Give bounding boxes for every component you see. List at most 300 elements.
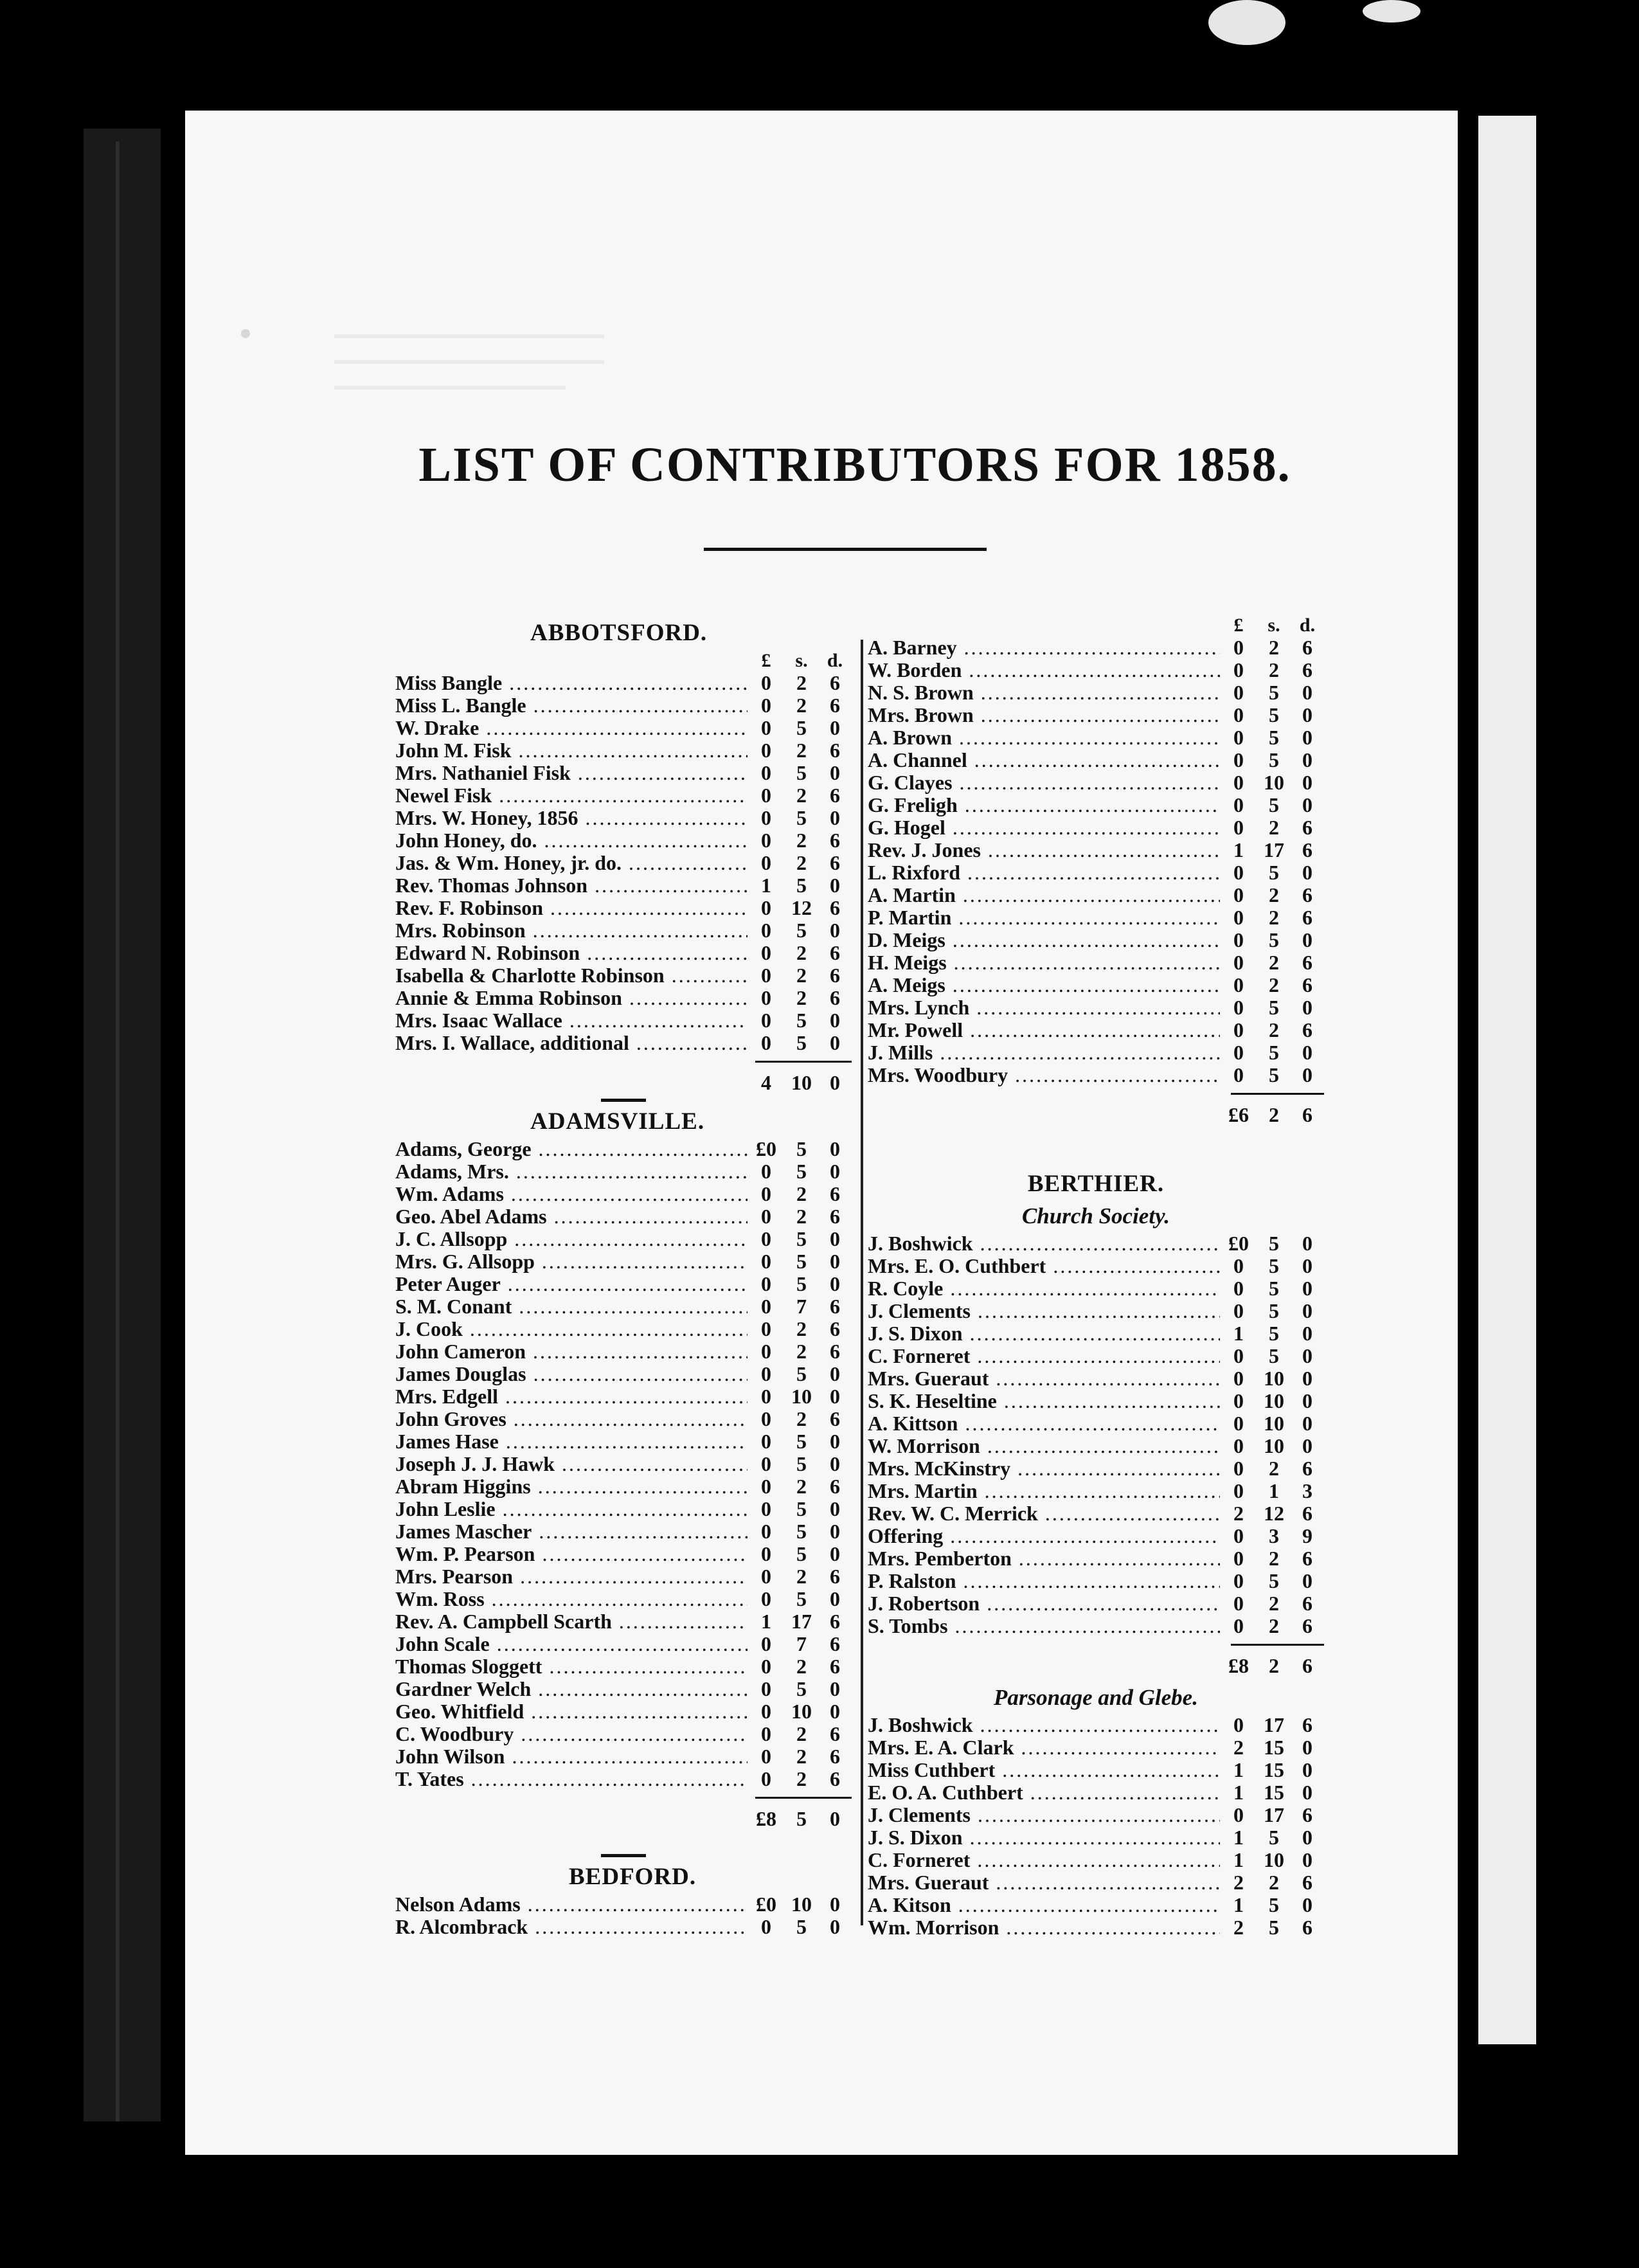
contributor-row — [395, 1408, 852, 1430]
amount-pounds: £0 — [756, 1893, 776, 1916]
amount-shillings: 5 — [796, 1031, 807, 1054]
amount-pounds: 0 — [761, 1632, 771, 1655]
amount-shillings: 5 — [796, 1430, 807, 1453]
amount-pence: 0 — [830, 1385, 840, 1408]
amount-pence: 6 — [830, 1205, 840, 1228]
contributor-row — [868, 816, 1324, 839]
contributor-row — [868, 1525, 1324, 1547]
total-pence: 6 — [1302, 1103, 1312, 1126]
contributor-name: W. Drake ..... — [395, 717, 748, 739]
amount-pence: 0 — [830, 1031, 840, 1054]
amount-shillings: 2 — [796, 1475, 807, 1498]
amount-shillings: 10 — [791, 1700, 812, 1723]
abbotsford-list — [395, 672, 852, 1054]
amount-pence: 0 — [830, 1497, 840, 1520]
amount-pounds: 1 — [1233, 1322, 1244, 1345]
contributor-row — [868, 929, 1324, 951]
amount-pence: 6 — [830, 829, 840, 852]
contributor-row — [868, 1894, 1324, 1916]
contributor-row — [868, 1412, 1324, 1435]
book-spine-shadow — [84, 129, 161, 2121]
contributor-name: A. Channel ..... — [868, 749, 1220, 771]
adamsville-total — [395, 1803, 852, 1835]
contributor-name: Nelson Adams ..... — [395, 1893, 748, 1916]
contributor-name: Rev. A. Campbell Scarth ..... — [395, 1610, 748, 1633]
contributor-row — [868, 726, 1324, 749]
amount-pence: 0 — [830, 1362, 840, 1385]
contributor-row — [395, 1363, 852, 1385]
contributor-row — [868, 1714, 1324, 1736]
amount-shillings: 2 — [796, 986, 807, 1009]
contributor-row — [395, 897, 852, 919]
margin-mark — [241, 329, 250, 338]
contributor-row — [395, 1475, 852, 1498]
contributor-name: Mrs. G. Allsopp ..... — [395, 1250, 748, 1273]
amount-pence: 0 — [1302, 1277, 1312, 1300]
amount-pence: 0 — [1302, 1848, 1312, 1871]
amount-pence: 6 — [830, 1655, 840, 1678]
church-society-list — [868, 1232, 1324, 1637]
amount-pounds: 0 — [1233, 1803, 1244, 1826]
contributor-name: Mrs. Nathaniel Fisk ..... — [395, 762, 748, 784]
amount-pounds: 1 — [761, 1610, 771, 1633]
contributor-row — [868, 1570, 1324, 1592]
contributor-row — [395, 1745, 852, 1768]
amount-shillings: 5 — [796, 1452, 807, 1475]
amount-shillings: 5 — [1269, 928, 1279, 951]
contributor-name: John Scale ..... — [395, 1633, 748, 1655]
amount-pounds: 0 — [1233, 748, 1244, 771]
contributor-row — [395, 1588, 852, 1610]
binding-edge — [116, 141, 120, 2121]
contributor-name: G. Hogel ..... — [868, 816, 1220, 839]
amount-pence: 6 — [830, 1610, 840, 1633]
bedford-continued-list — [868, 636, 1324, 1086]
contributor-row — [868, 1064, 1324, 1086]
amount-pounds: 0 — [761, 1542, 771, 1565]
contributor-name: Wm. P. Pearson ..... — [395, 1543, 748, 1565]
amount-pence: 0 — [1302, 1322, 1312, 1345]
amount-shillings: 2 — [796, 1767, 807, 1790]
contributor-name: Mrs. Pearson ..... — [395, 1565, 748, 1588]
amount-pence: 0 — [1302, 996, 1312, 1019]
contributor-name: J. C. Allsopp ..... — [395, 1228, 748, 1250]
contributor-row — [868, 771, 1324, 794]
section-heading-berthier: BERTHIER. — [1027, 1171, 1165, 1197]
contributor-row — [395, 1678, 852, 1700]
contributor-row — [868, 659, 1324, 681]
amount-pence: 0 — [830, 1250, 840, 1273]
amount-pence: 0 — [1302, 861, 1312, 884]
amount-pounds: 0 — [761, 1205, 771, 1228]
amount-pounds: 0 — [761, 1722, 771, 1745]
contributor-name: Geo. Abel Adams ..... — [395, 1205, 748, 1228]
contributor-row — [868, 1232, 1324, 1255]
amount-pence: 6 — [1302, 1547, 1312, 1570]
amount-shillings: 10 — [1264, 1389, 1284, 1412]
section-heading-bedford: BEDFORD. — [569, 1864, 697, 1890]
contributor-row — [868, 1615, 1324, 1637]
amount-pounds: 0 — [761, 1655, 771, 1678]
amount-pence: 0 — [1302, 1367, 1312, 1390]
sum-rule — [755, 1061, 852, 1066]
amount-pounds: 0 — [1233, 636, 1244, 659]
amount-shillings: 12 — [791, 896, 812, 919]
contributor-row — [395, 762, 852, 784]
amount-pence: 6 — [1302, 1614, 1312, 1637]
contributor-name: Geo. Whitfield ..... — [395, 1700, 748, 1723]
amount-pounds: 0 — [761, 1182, 771, 1205]
amount-pence: 6 — [1302, 883, 1312, 906]
contributor-name: J. Mills ..... — [868, 1041, 1220, 1064]
contributor-row — [868, 1457, 1324, 1480]
contributor-name: G. Clayes ..... — [868, 771, 1220, 794]
contributor-name: C. Forneret ..... — [868, 1849, 1220, 1871]
total-pounds: £6 — [1228, 1103, 1249, 1126]
amount-shillings: 5 — [796, 874, 807, 897]
contributor-name: John Honey, do. ..... — [395, 829, 748, 852]
amount-pence: 6 — [830, 1745, 840, 1768]
amount-shillings: 5 — [1269, 1916, 1279, 1939]
contributor-row — [868, 1871, 1324, 1894]
amount-pence: 6 — [1302, 1502, 1312, 1525]
contributor-name: James Douglas ..... — [395, 1363, 748, 1385]
amount-pence: 0 — [1302, 1232, 1312, 1255]
amount-shillings: 2 — [1269, 1547, 1279, 1570]
amount-pence: 6 — [1302, 1592, 1312, 1615]
amount-shillings: 2 — [796, 739, 807, 762]
amount-pounds: 0 — [1233, 771, 1244, 794]
amount-shillings: 5 — [1269, 748, 1279, 771]
amount-pence: 6 — [830, 986, 840, 1009]
contributor-row — [868, 1041, 1324, 1064]
amount-pounds: 0 — [761, 1227, 771, 1250]
contributor-name: Mrs. E. O. Cuthbert ..... — [868, 1255, 1220, 1277]
sum-rule — [1231, 1644, 1324, 1650]
contributor-name: G. Freligh ..... — [868, 794, 1220, 816]
contributor-name: Mrs. Martin ..... — [868, 1480, 1220, 1502]
amount-shillings: 5 — [796, 761, 807, 784]
amount-pounds: 0 — [761, 1317, 771, 1340]
pounds-header: £ — [761, 650, 771, 671]
contributor-name: James Hase ..... — [395, 1430, 748, 1453]
contributor-name: Adams, Mrs. ..... — [395, 1160, 748, 1183]
contributor-row — [868, 1759, 1324, 1781]
contributor-name: J. S. Dixon ..... — [868, 1322, 1220, 1345]
amount-pounds: 0 — [761, 1385, 771, 1408]
amount-shillings: 5 — [1269, 1232, 1279, 1255]
amount-pence: 0 — [1302, 1758, 1312, 1781]
contributor-row — [395, 1183, 852, 1205]
contributor-row — [868, 951, 1324, 974]
amount-pence: 6 — [1302, 1457, 1312, 1480]
amount-pence: 0 — [830, 1272, 840, 1295]
amount-pounds: 0 — [761, 1362, 771, 1385]
contributor-name: Peter Auger ..... — [395, 1273, 748, 1295]
contributor-row — [395, 1453, 852, 1475]
amount-pence: 0 — [1302, 1893, 1312, 1916]
amount-pounds: 0 — [761, 761, 771, 784]
amount-shillings: 5 — [796, 1362, 807, 1385]
amount-pence: 6 — [830, 784, 840, 807]
contributor-name: A. Kitson ..... — [868, 1894, 1220, 1916]
amount-shillings: 1 — [1269, 1479, 1279, 1502]
contributor-name: Mrs. Lynch ..... — [868, 996, 1220, 1019]
contributor-row — [868, 1019, 1324, 1041]
contributor-name: John Groves ..... — [395, 1408, 748, 1430]
amount-pounds: 0 — [1233, 1713, 1244, 1736]
amount-shillings: 2 — [796, 851, 807, 874]
amount-pounds: 0 — [1233, 793, 1244, 816]
amount-shillings: 5 — [1269, 703, 1279, 726]
amount-pounds: 0 — [1233, 973, 1244, 996]
total-pence: 6 — [1302, 1654, 1312, 1677]
amount-pounds: 0 — [1233, 703, 1244, 726]
contributor-row — [395, 1610, 852, 1633]
contributor-row — [395, 987, 852, 1009]
contributor-name: Mrs. I. Wallace, additional ..... — [395, 1032, 748, 1054]
amount-shillings: 2 — [796, 941, 807, 964]
column-divider — [861, 640, 863, 1925]
amount-pence: 0 — [1302, 771, 1312, 794]
contributor-row — [395, 1250, 852, 1273]
contributor-row — [868, 884, 1324, 906]
contributor-name: W. Morrison ..... — [868, 1435, 1220, 1457]
contributor-row — [868, 1345, 1324, 1367]
pence-header: d. — [1299, 615, 1316, 636]
amount-pence: 0 — [830, 1137, 840, 1160]
contributor-row — [395, 1565, 852, 1588]
currency-header — [395, 649, 852, 672]
contributor-row — [395, 717, 852, 739]
amount-pounds: 0 — [1233, 1041, 1244, 1064]
contributor-row — [395, 1009, 852, 1032]
amount-pounds: 0 — [761, 1745, 771, 1768]
contributor-name: Rev. Thomas Johnson ..... — [395, 874, 748, 897]
contributor-row — [395, 739, 852, 762]
contributor-name: S. K. Heseltine ..... — [868, 1390, 1220, 1412]
contributor-name: Mrs. Gueraut ..... — [868, 1367, 1220, 1390]
amount-shillings: 5 — [1269, 726, 1279, 749]
contributor-row — [868, 1300, 1324, 1322]
amount-pounds: 0 — [761, 1677, 771, 1700]
contributor-name: R. Coyle ..... — [868, 1277, 1220, 1300]
amount-shillings: 2 — [1269, 658, 1279, 681]
contributor-row — [395, 1633, 852, 1655]
contributor-row — [395, 1723, 852, 1745]
amount-pounds: 0 — [1233, 861, 1244, 884]
amount-pence: 0 — [1302, 1412, 1312, 1435]
contributor-name: Mrs. Isaac Wallace ..... — [395, 1009, 748, 1032]
contributor-row — [395, 1893, 852, 1916]
amount-pence: 0 — [1302, 1254, 1312, 1277]
amount-pence: 0 — [1302, 748, 1312, 771]
contributor-name: Mrs. Gueraut ..... — [868, 1871, 1220, 1894]
church-society-total — [868, 1650, 1324, 1682]
title-rule — [704, 548, 987, 551]
total-pounds: £8 — [756, 1807, 776, 1830]
contributor-row — [868, 906, 1324, 929]
amount-pence: 6 — [1302, 838, 1312, 861]
amount-shillings: 5 — [796, 1587, 807, 1610]
scan-speck — [1208, 0, 1285, 45]
amount-pence: 0 — [830, 874, 840, 897]
amount-pence: 6 — [830, 964, 840, 987]
contributor-name: Mrs. Robinson ..... — [395, 919, 748, 942]
amount-pounds: 0 — [761, 806, 771, 829]
contributor-row — [868, 861, 1324, 884]
total-pence: 0 — [830, 1807, 840, 1830]
contributor-row — [868, 839, 1324, 861]
amount-pounds: 0 — [1233, 1547, 1244, 1570]
contributor-row — [868, 749, 1324, 771]
amount-pounds: 0 — [761, 1407, 771, 1430]
contributor-name: J. Clements ..... — [868, 1804, 1220, 1826]
amount-pounds: 0 — [1233, 658, 1244, 681]
contributor-name: P. Ralston ..... — [868, 1570, 1220, 1592]
amount-pence: 6 — [1302, 1713, 1312, 1736]
amount-pounds: 0 — [1233, 883, 1244, 906]
contributor-row — [868, 974, 1324, 996]
pounds-header: £ — [1233, 615, 1244, 636]
amount-pounds: 0 — [761, 1587, 771, 1610]
amount-shillings: 5 — [796, 1137, 807, 1160]
amount-pence: 0 — [830, 806, 840, 829]
contributor-row — [868, 1916, 1324, 1939]
amount-pence: 6 — [830, 851, 840, 874]
scan-speck — [1363, 0, 1420, 22]
contributor-name: Mrs. E. A. Clark ..... — [868, 1736, 1220, 1759]
amount-pence: 0 — [830, 761, 840, 784]
contributor-name: A. Martin ..... — [868, 884, 1220, 906]
amount-shillings: 2 — [796, 1407, 807, 1430]
contributor-name: J. Robertson ..... — [868, 1592, 1220, 1615]
amount-pence: 6 — [830, 941, 840, 964]
contributor-row — [395, 852, 852, 874]
contributor-name: Rev. F. Robinson ..... — [395, 897, 748, 919]
amount-pounds: 0 — [1233, 1592, 1244, 1615]
contributor-row — [868, 1277, 1324, 1300]
contributor-name: John M. Fisk ..... — [395, 739, 748, 762]
amount-shillings: 15 — [1264, 1758, 1284, 1781]
amount-pence: 0 — [830, 1009, 840, 1032]
amount-shillings: 10 — [1264, 1367, 1284, 1390]
contributor-name: Rev. W. C. Merrick ..... — [868, 1502, 1220, 1525]
contributor-name: Jas. & Wm. Honey, jr. do. ..... — [395, 852, 748, 874]
contributor-row — [868, 1826, 1324, 1849]
amount-pence: 0 — [830, 1227, 840, 1250]
amount-shillings: 7 — [796, 1295, 807, 1318]
amount-pounds: 0 — [761, 1295, 771, 1318]
contributor-row — [868, 1255, 1324, 1277]
amount-shillings: 5 — [796, 1677, 807, 1700]
amount-pounds: 0 — [1233, 1277, 1244, 1300]
amount-pence: 0 — [1302, 1569, 1312, 1592]
amount-pounds: 0 — [1233, 726, 1244, 749]
subheading-church-society: Church Society. — [1021, 1203, 1170, 1228]
amount-shillings: 2 — [796, 784, 807, 807]
section-separator — [601, 1854, 646, 1857]
amount-shillings: 2 — [796, 1722, 807, 1745]
amount-shillings: 5 — [796, 1542, 807, 1565]
amount-pounds: 0 — [1233, 996, 1244, 1019]
amount-shillings: 2 — [796, 1565, 807, 1588]
contributor-row — [395, 807, 852, 829]
contributor-name: John Leslie ..... — [395, 1498, 748, 1520]
contributor-row — [868, 1592, 1324, 1615]
contributor-name: C. Forneret ..... — [868, 1345, 1220, 1367]
amount-pence: 0 — [1302, 726, 1312, 749]
contributor-name: Miss Cuthbert ..... — [868, 1759, 1220, 1781]
contributor-row — [395, 1768, 852, 1790]
amount-pounds: 0 — [761, 986, 771, 1009]
contributor-name: D. Meigs ..... — [868, 929, 1220, 951]
contributor-name: Thomas Sloggett ..... — [395, 1655, 748, 1678]
amount-pence: 0 — [1302, 1344, 1312, 1367]
amount-pence: 0 — [1302, 1041, 1312, 1064]
amount-pounds: 0 — [1233, 1254, 1244, 1277]
amount-pence: 6 — [830, 694, 840, 717]
amount-pence: 3 — [1302, 1479, 1312, 1502]
amount-pence: 6 — [1302, 951, 1312, 974]
contributor-row — [868, 1502, 1324, 1525]
contributor-name: Abram Higgins ..... — [395, 1475, 748, 1498]
contributor-row — [395, 1430, 852, 1453]
amount-pounds: 1 — [1233, 1758, 1244, 1781]
amount-pence: 0 — [1302, 1299, 1312, 1322]
amount-shillings: 5 — [796, 806, 807, 829]
amount-pounds: 0 — [1233, 681, 1244, 704]
amount-pence: 6 — [830, 1632, 840, 1655]
contributor-row — [395, 829, 852, 852]
amount-pounds: 0 — [761, 716, 771, 739]
amount-pounds: 1 — [1233, 1848, 1244, 1871]
amount-pounds: 0 — [761, 896, 771, 919]
amount-pence: 0 — [830, 716, 840, 739]
amount-pounds: 0 — [761, 694, 771, 717]
amount-pounds: £0 — [1228, 1232, 1249, 1255]
total-pence: 0 — [830, 1071, 840, 1094]
contributor-name: J. S. Dixon ..... — [868, 1826, 1220, 1849]
amount-shillings: 12 — [1264, 1502, 1284, 1525]
amount-shillings: 2 — [796, 1340, 807, 1363]
total-pounds: £8 — [1228, 1654, 1249, 1677]
contributor-row — [868, 1480, 1324, 1502]
amount-pounds: 0 — [761, 1031, 771, 1054]
amount-pence: 0 — [830, 1587, 840, 1610]
amount-pounds: 0 — [1233, 1018, 1244, 1041]
contributor-name: A. Kittson ..... — [868, 1412, 1220, 1435]
amount-shillings: 5 — [1269, 1063, 1279, 1086]
amount-pounds: 0 — [761, 784, 771, 807]
contributor-row — [868, 1390, 1324, 1412]
contributor-row — [395, 1318, 852, 1340]
contributor-name: A. Meigs ..... — [868, 974, 1220, 996]
amount-pounds: 0 — [761, 1272, 771, 1295]
contributor-name: James Mascher ..... — [395, 1520, 748, 1543]
amount-shillings: 2 — [796, 694, 807, 717]
amount-pounds: 1 — [1233, 1781, 1244, 1804]
amount-pounds: 0 — [1233, 928, 1244, 951]
amount-pounds: 0 — [1233, 1412, 1244, 1435]
contributor-name: Wm. Ross ..... — [395, 1588, 748, 1610]
amount-pence: 0 — [830, 1677, 840, 1700]
amount-pounds: 0 — [761, 1520, 771, 1543]
contributor-row — [868, 1322, 1324, 1345]
amount-shillings: 15 — [1264, 1781, 1284, 1804]
amount-pounds: 0 — [761, 1430, 771, 1453]
amount-pounds: 0 — [761, 919, 771, 942]
